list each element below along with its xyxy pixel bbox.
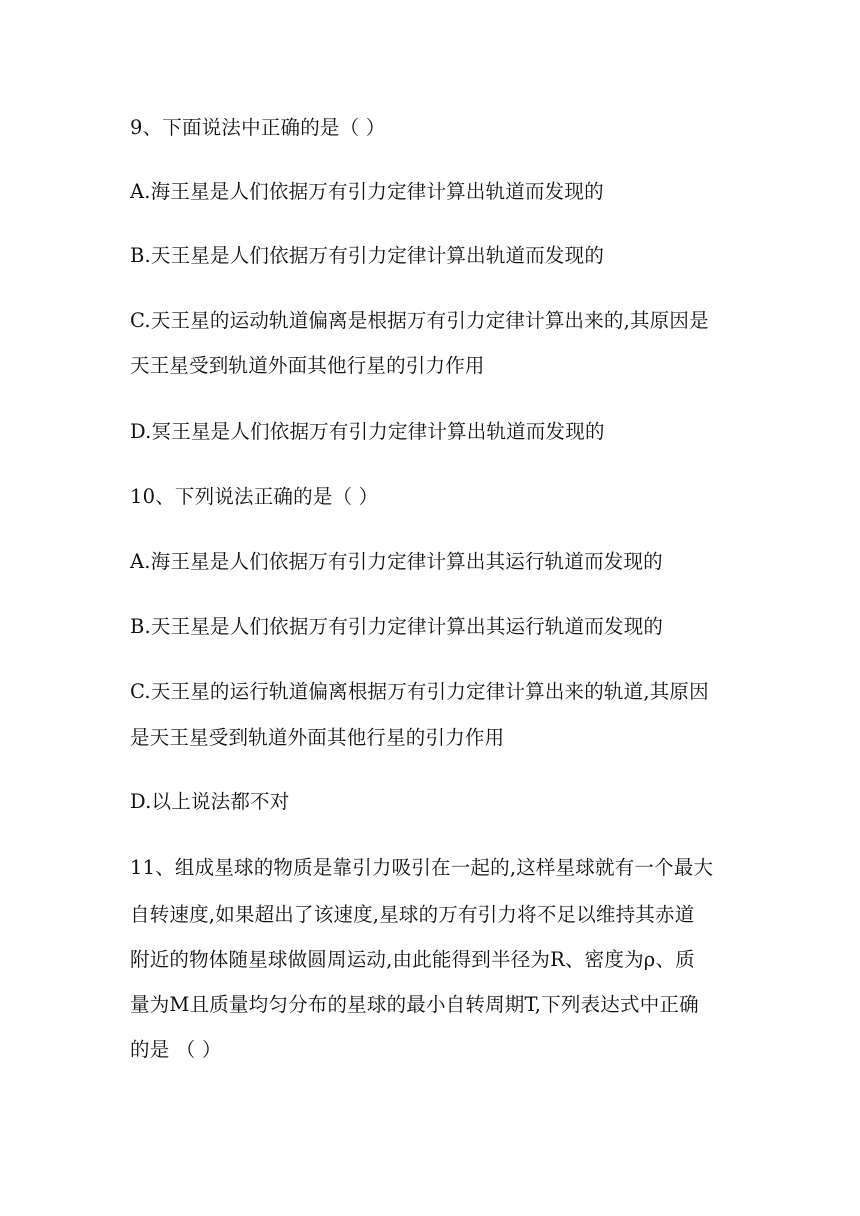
question-11-line1: 11、组成星球的物质是靠引力吸引在一起的,这样星球就有一个最大: [130, 856, 714, 879]
question-11-line5: 的是 （ ）: [130, 1038, 222, 1061]
question-10-stem: 10、下列说法正确的是（ ）: [130, 485, 379, 508]
question-9-option-c-line2: 天王星受到轨道外面其他行星的引力作用: [130, 354, 485, 377]
question-10-option-c-line1: C.天王星的运行轨道偏离根据万有引力定律计算出来的轨道,其原因: [130, 680, 709, 703]
question-9-option-d: D.冥王星是人们依据万有引力定律计算出轨道而发现的: [130, 420, 605, 443]
question-10-option-a: A.海王星是人们依据万有引力定律计算出其运行轨道而发现的: [130, 550, 663, 573]
question-9-option-a: A.海王星是人们依据万有引力定律计算出轨道而发现的: [130, 180, 604, 203]
question-9-option-b: B.天王星是人们依据万有引力定律计算出轨道而发现的: [130, 244, 605, 267]
question-10-option-b: B.天王星是人们依据万有引力定律计算出其运行轨道而发现的: [130, 615, 664, 638]
question-9-option-c-line1: C.天王星的运动轨道偏离是根据万有引力定律计算出来的,其原因是: [130, 309, 709, 332]
question-10-option-d: D.以上说法都不对: [130, 790, 290, 813]
question-9-stem: 9、下面说法中正确的是（ ）: [130, 116, 386, 139]
question-11-line2: 自转速度,如果超出了该速度,星球的万有引力将不足以维持其赤道: [130, 903, 695, 926]
question-11-line4: 量为M且质量均匀分布的星球的最小自转周期T,下列表达式中正确: [130, 993, 699, 1016]
question-11-line3: 附近的物体随星球做圆周运动,由此能得到半径为R、密度为ρ、质: [130, 948, 695, 971]
question-10-option-c-line2: 是天王星受到轨道外面其他行星的引力作用: [130, 726, 505, 749]
